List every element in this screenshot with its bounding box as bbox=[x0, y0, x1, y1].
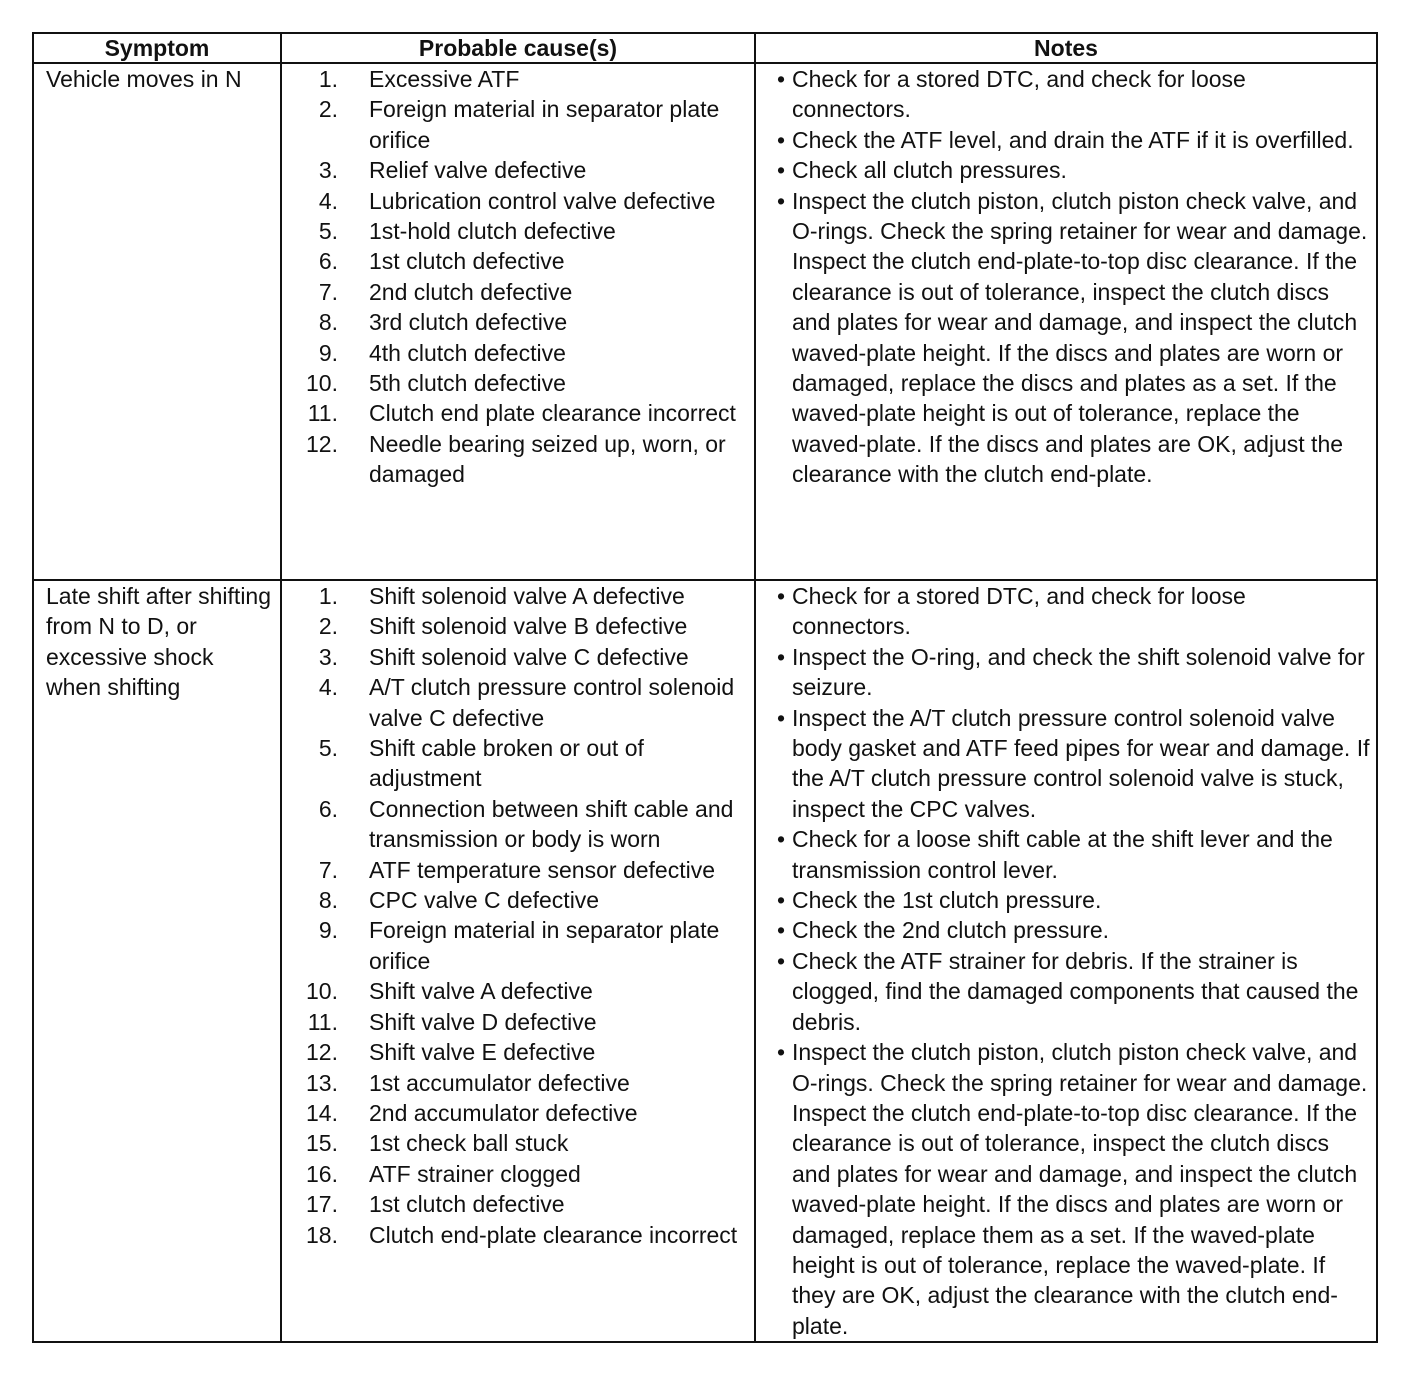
header-notes: Notes bbox=[755, 33, 1377, 63]
cause-text: 1st accumulator defective bbox=[369, 1069, 630, 1096]
note-item bbox=[756, 915, 1370, 945]
note-text: Inspect the O-ring, and check the shift solenoid valve for seizure. bbox=[792, 643, 1365, 701]
cause-item bbox=[282, 1159, 748, 1189]
cause-text: 1st check ball stuck bbox=[369, 1130, 569, 1157]
cause-number: 15. bbox=[306, 1130, 338, 1157]
cause-number: 12. bbox=[306, 430, 338, 457]
cause-number: 12. bbox=[306, 1039, 338, 1066]
cause-number: 13. bbox=[306, 1069, 338, 1096]
cause-item bbox=[282, 1068, 748, 1098]
note-text: Check for a loose shift cable at the shift lever and the transmission control lever. bbox=[792, 826, 1333, 883]
cause-item bbox=[282, 976, 748, 1006]
cause-number: 6. bbox=[318, 795, 338, 822]
symptom-cell: Vehicle moves in N bbox=[33, 63, 281, 580]
cause-number: 18. bbox=[306, 1221, 338, 1248]
symptom-cell: Late shift after shifting from N to D, or excessive shock when shifting bbox=[33, 580, 281, 1342]
cause-item bbox=[282, 855, 748, 885]
notes-cell bbox=[755, 63, 1377, 580]
causes-cell bbox=[281, 63, 755, 580]
bullet-icon: • bbox=[776, 947, 786, 974]
cause-text: Excessive ATF bbox=[369, 66, 520, 92]
note-text: Check the ATF level, and drain the ATF if it is overfilled. bbox=[792, 126, 1354, 153]
cause-text: 5th clutch defective bbox=[369, 370, 566, 397]
bullet-icon: • bbox=[776, 917, 786, 944]
bullet-icon: • bbox=[776, 643, 786, 670]
note-item bbox=[756, 581, 1370, 642]
cause-item bbox=[282, 794, 748, 855]
note-item bbox=[756, 824, 1370, 885]
bullet-icon: • bbox=[776, 583, 786, 609]
cause-item bbox=[282, 155, 748, 185]
cause-text: Foreign material in separator plate orifice bbox=[369, 96, 720, 153]
cause-number: 7. bbox=[318, 278, 338, 305]
note-text: Check the ATF strainer for debris. If the strainer is clogged, find the damaged components that caused the debris. bbox=[792, 947, 1359, 1035]
troubleshooting-table bbox=[32, 32, 1378, 1343]
cause-number: 4. bbox=[318, 187, 338, 214]
cause-text: Shift cable broken or out of adjustment bbox=[369, 735, 644, 792]
cause-number: 3. bbox=[318, 157, 338, 184]
bullet-icon: • bbox=[776, 1039, 786, 1066]
cause-text: 3rd clutch defective bbox=[369, 309, 568, 336]
cause-item bbox=[282, 94, 748, 155]
cause-item bbox=[282, 733, 748, 794]
cause-text: Lubrication control valve defective bbox=[369, 187, 716, 214]
cause-number: 11. bbox=[307, 1008, 338, 1035]
cause-text: 4th clutch defective bbox=[369, 339, 566, 366]
note-text: Inspect the clutch piston, clutch piston check valve, and O-rings. Check the spring retainer for wear and damage. Inspect the clutch end-plate-to-top disc clearance. If the clearance is out of tolerance, inspect the clutch discs and plates for wear and damage, and inspect the clutch waved-plate height. If the discs and plates are worn or damaged, replace the discs and plates as a set. If the waved-plate height is out of tolerance, replace the waved-plate. If the discs and plates are OK, adjust the clearance with the clutch end-plate. bbox=[792, 187, 1368, 488]
cause-number: 6. bbox=[318, 248, 338, 275]
cause-item bbox=[282, 186, 748, 216]
cause-text: Clutch end plate clearance incorrect bbox=[369, 400, 736, 427]
cause-text: 1st clutch defective bbox=[369, 248, 565, 275]
table-row bbox=[33, 63, 1377, 580]
cause-number: 2. bbox=[318, 96, 338, 123]
cause-text: ATF temperature sensor defective bbox=[369, 856, 715, 883]
notes-cell bbox=[755, 580, 1377, 1342]
cause-text: Shift valve D defective bbox=[369, 1008, 597, 1035]
cause-item bbox=[282, 1037, 748, 1067]
bullet-icon: • bbox=[776, 826, 786, 853]
cause-number: 16. bbox=[306, 1160, 338, 1187]
cause-text: 2nd clutch defective bbox=[369, 278, 573, 305]
cause-number: 5. bbox=[318, 735, 338, 762]
cause-item bbox=[282, 368, 748, 398]
cause-item bbox=[282, 398, 748, 428]
cause-number: 10. bbox=[306, 370, 338, 397]
cause-item bbox=[282, 885, 748, 915]
cause-text: Relief valve defective bbox=[369, 157, 587, 184]
cause-item bbox=[282, 1220, 748, 1250]
note-text: Check all clutch pressures. bbox=[792, 157, 1067, 184]
cause-text: 2nd accumulator defective bbox=[369, 1099, 638, 1126]
cause-item bbox=[282, 429, 748, 490]
cause-text: A/T clutch pressure control solenoid valve C defective bbox=[369, 674, 735, 731]
cause-item bbox=[282, 277, 748, 307]
note-text: Check for a stored DTC, and check for loose connectors. bbox=[792, 66, 1246, 123]
cause-item bbox=[282, 246, 748, 276]
cause-text: 1st clutch defective bbox=[369, 1191, 565, 1218]
bullet-icon: • bbox=[776, 187, 786, 214]
cause-item bbox=[282, 1128, 748, 1158]
note-text: Inspect the clutch piston, clutch piston check valve, and O-rings. Check the spring retainer for wear and damage. Inspect the clutch end-plate-to-top disc clearance. If the clearance is out of tolerance, inspect the clutch discs and plates for wear and damage, and inspect the clutch waved-plate height. If the discs and plates are worn or damaged, replace them as a set. If the waved-plate height is out of tolerance, replace the waved-plate. If they are OK, adjust the clearance with the clutch end-plate. bbox=[792, 1039, 1368, 1339]
cause-text: Shift valve E defective bbox=[369, 1039, 596, 1066]
cause-item bbox=[282, 672, 748, 733]
cause-number: 11. bbox=[307, 400, 338, 427]
cause-text: Connection between shift cable and transmission or body is worn bbox=[369, 795, 734, 853]
cause-number: 5. bbox=[318, 218, 338, 245]
note-item bbox=[756, 885, 1370, 915]
cause-item bbox=[282, 581, 748, 611]
cause-text: Shift solenoid valve A defective bbox=[369, 583, 685, 609]
cause-item bbox=[282, 64, 748, 94]
cause-number: 17. bbox=[306, 1191, 338, 1218]
cause-number: 7. bbox=[318, 856, 338, 883]
note-text: Check the 2nd clutch pressure. bbox=[792, 917, 1110, 944]
cause-item bbox=[282, 611, 748, 641]
cause-number: 4. bbox=[318, 674, 338, 701]
cause-text: 1st-hold clutch defective bbox=[369, 218, 616, 245]
cause-text: Clutch end-plate clearance incorrect bbox=[369, 1221, 738, 1248]
note-item bbox=[756, 642, 1370, 703]
cause-number: 2. bbox=[318, 613, 338, 640]
cause-text: Foreign material in separator plate orifice bbox=[369, 917, 720, 974]
cause-number: 9. bbox=[318, 917, 338, 944]
cause-number: 9. bbox=[318, 339, 338, 366]
cause-text: Shift solenoid valve C defective bbox=[369, 643, 689, 670]
note-text: Check for a stored DTC, and check for loose connectors. bbox=[792, 583, 1246, 640]
bullet-icon: • bbox=[776, 704, 786, 731]
cause-number: 3. bbox=[318, 643, 338, 670]
cause-item bbox=[282, 915, 748, 976]
table-header-row bbox=[33, 33, 1377, 63]
cause-text: Needle bearing seized up, worn, or damaged bbox=[369, 430, 726, 488]
causes-cell bbox=[281, 580, 755, 1342]
cause-number: 8. bbox=[318, 887, 338, 914]
cause-item bbox=[282, 1189, 748, 1219]
cause-number: 1. bbox=[318, 583, 338, 609]
cause-item bbox=[282, 642, 748, 672]
bullet-icon: • bbox=[776, 66, 786, 92]
note-item bbox=[756, 186, 1370, 490]
note-item bbox=[756, 125, 1370, 155]
note-item bbox=[756, 946, 1370, 1037]
note-item bbox=[756, 703, 1370, 825]
cause-item bbox=[282, 216, 748, 246]
cause-item bbox=[282, 1007, 748, 1037]
note-item bbox=[756, 1037, 1370, 1341]
cause-number: 1. bbox=[318, 66, 338, 92]
note-item bbox=[756, 64, 1370, 125]
note-item bbox=[756, 155, 1370, 185]
cause-number: 10. bbox=[306, 978, 338, 1005]
cause-text: Shift valve A defective bbox=[369, 978, 593, 1005]
cause-item bbox=[282, 307, 748, 337]
cause-number: 8. bbox=[318, 309, 338, 336]
cause-text: CPC valve C defective bbox=[369, 887, 600, 914]
note-text: Check the 1st clutch pressure. bbox=[792, 887, 1102, 914]
header-symptom: Symptom bbox=[33, 33, 281, 63]
cause-text: Shift solenoid valve B defective bbox=[369, 613, 688, 640]
cause-number: 14. bbox=[306, 1099, 338, 1126]
cause-text: ATF strainer clogged bbox=[369, 1160, 581, 1187]
note-text: Inspect the A/T clutch pressure control solenoid valve body gasket and ATF feed pipes for wear and damage. If the A/T clutch pressure control solenoid valve is stuck, inspect the CPC valves. bbox=[792, 704, 1370, 822]
header-probable-causes: Probable cause(s) bbox=[281, 33, 755, 63]
bullet-icon: • bbox=[776, 157, 786, 184]
cause-item bbox=[282, 1098, 748, 1128]
bullet-icon: • bbox=[776, 887, 786, 914]
bullet-icon: • bbox=[776, 126, 786, 153]
table-row bbox=[33, 580, 1377, 1342]
cause-item bbox=[282, 338, 748, 368]
